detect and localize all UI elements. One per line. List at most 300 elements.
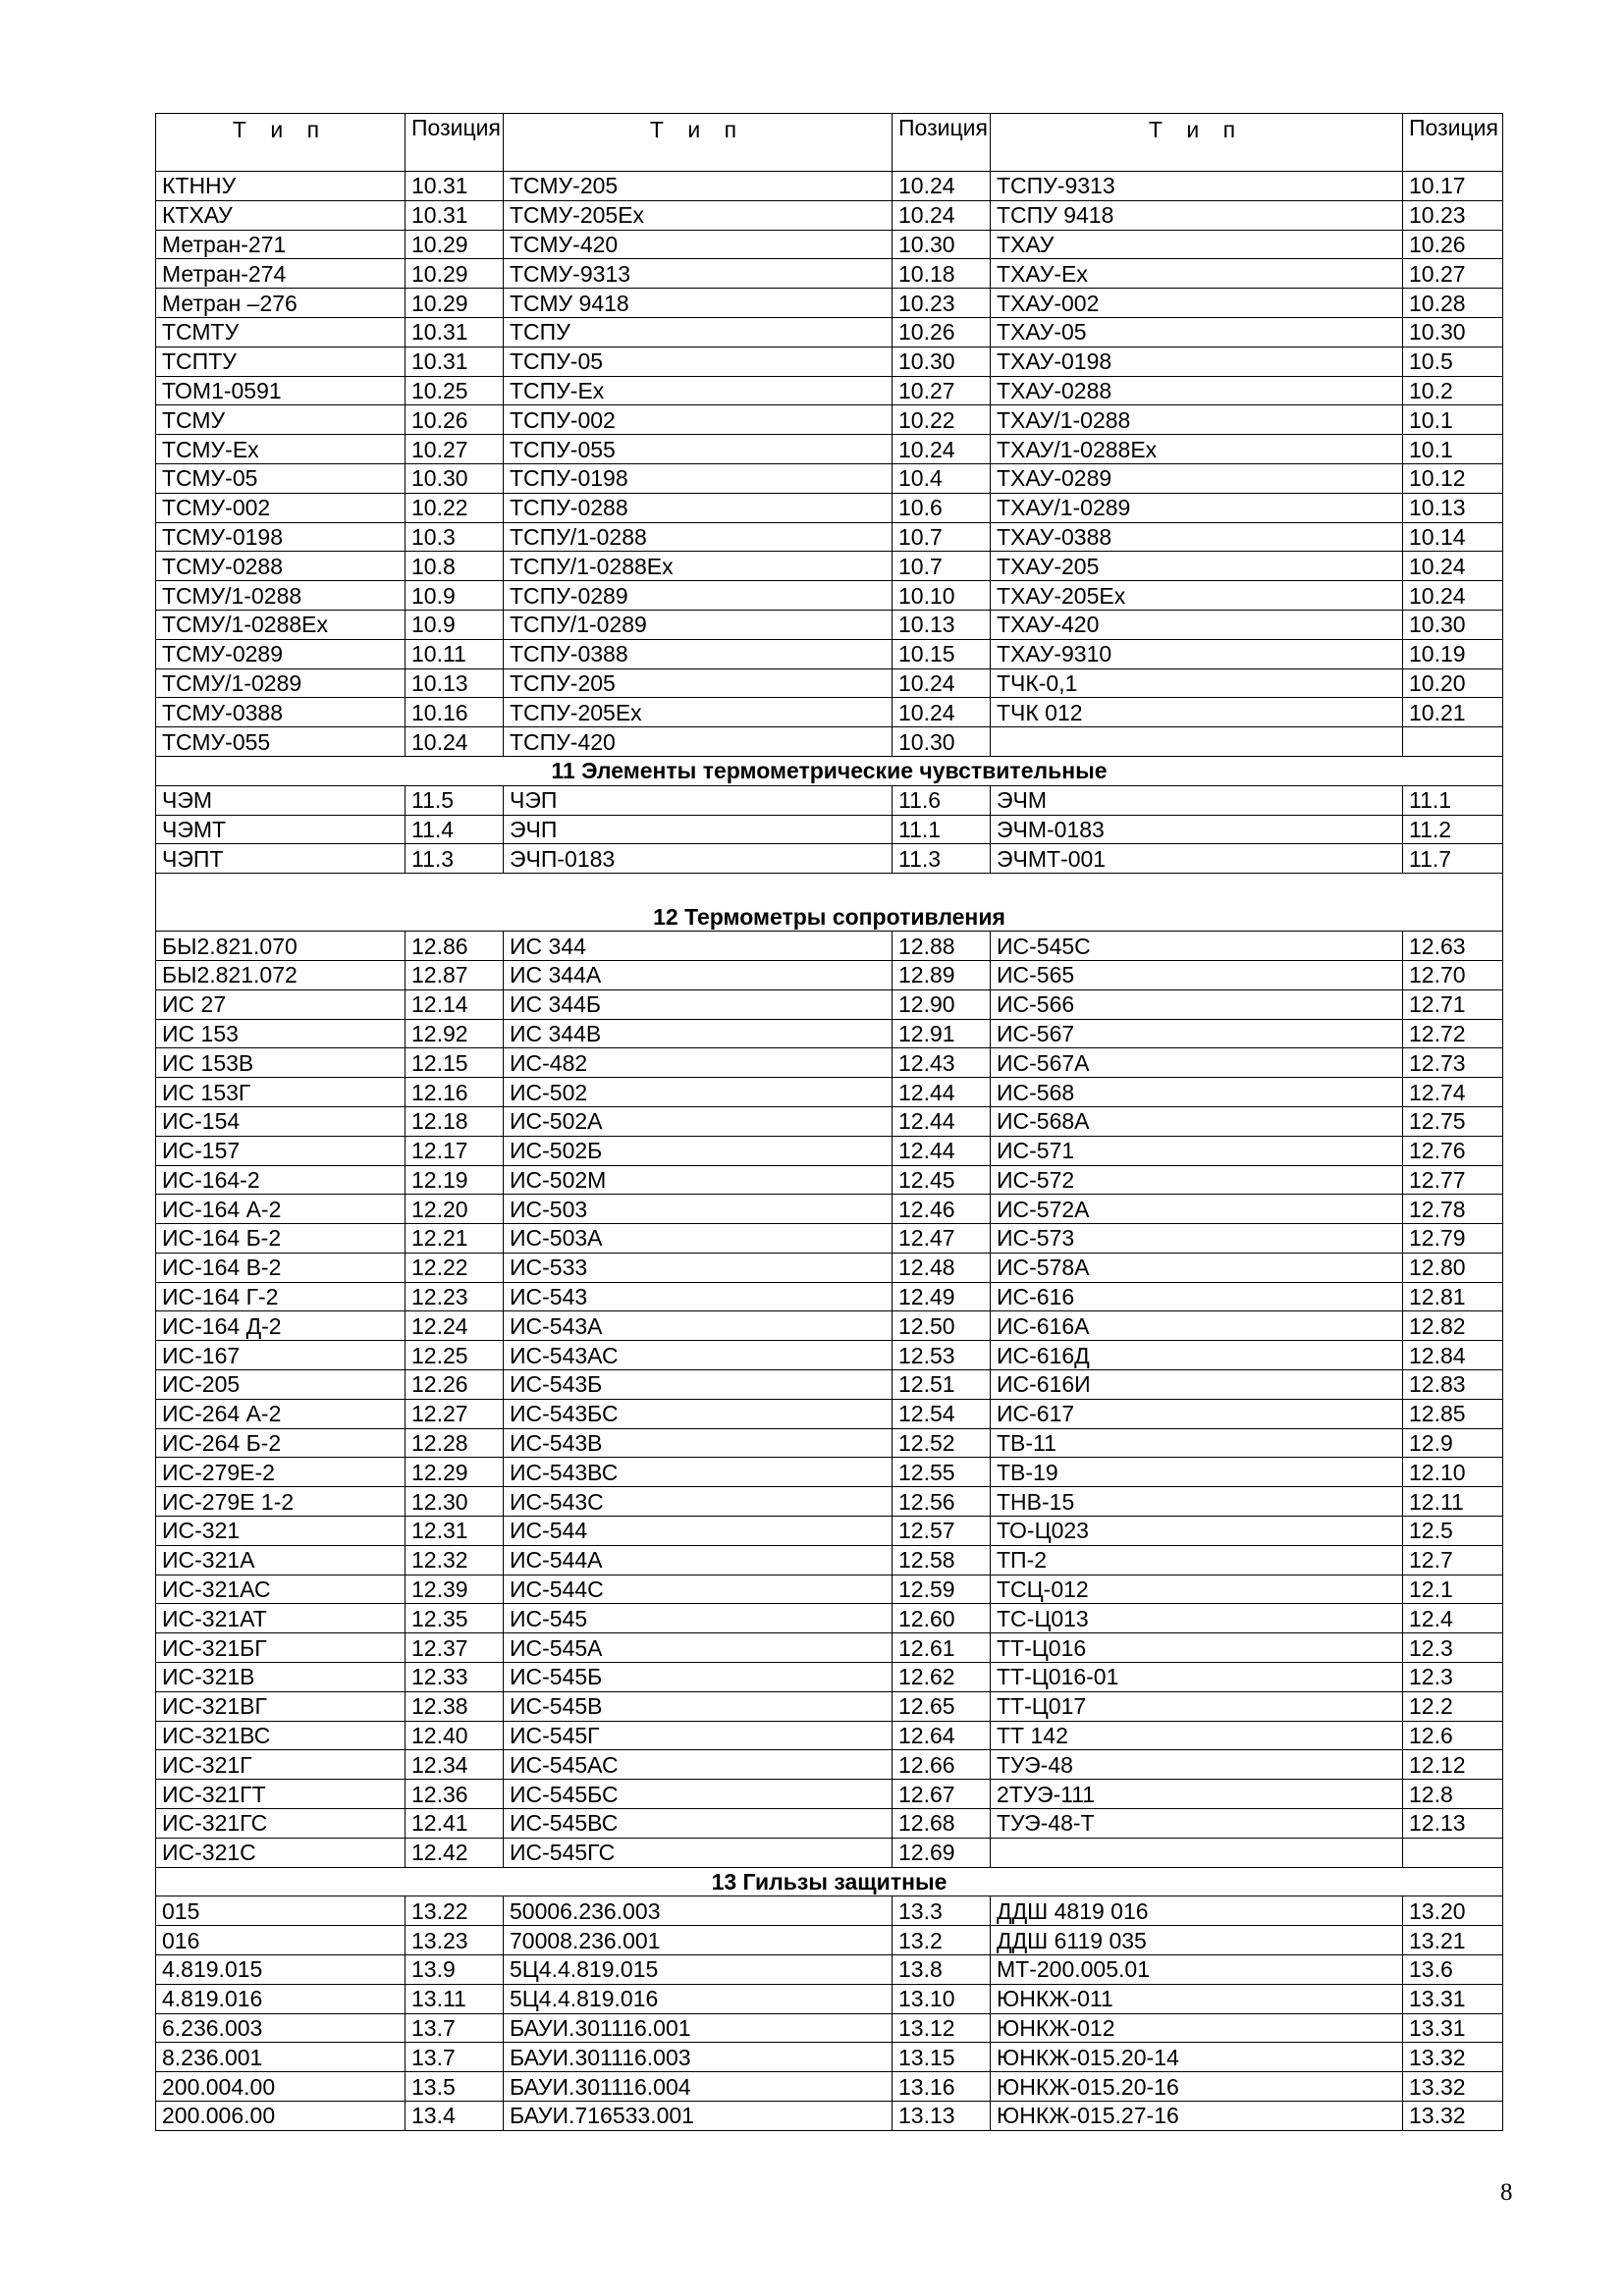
position-cell: 12.36 xyxy=(406,1780,504,1809)
type-cell: ТСПУ-205Ех xyxy=(504,698,893,727)
position-cell: 10.19 xyxy=(1403,639,1503,668)
position-cell: 12.3 xyxy=(1403,1633,1503,1663)
type-cell: ТХАУ/1-0289 xyxy=(991,493,1403,522)
position-cell: 12.14 xyxy=(406,989,504,1019)
type-cell: ТСПУ-002 xyxy=(504,405,893,435)
position-cell: 12.66 xyxy=(893,1750,991,1780)
table-row xyxy=(156,1663,1503,1692)
table-row xyxy=(156,552,1503,581)
position-cell: 12.13 xyxy=(1403,1809,1503,1839)
type-cell: ИС-321С xyxy=(156,1838,406,1867)
type-cell: ТСПТУ xyxy=(156,347,406,376)
type-cell: 5Ц4.4.819.016 xyxy=(504,1984,893,2013)
table-row xyxy=(156,932,1503,961)
position-cell: 12.64 xyxy=(893,1721,991,1750)
type-cell: ИС-544А xyxy=(504,1545,893,1575)
type-cell: ИС-545 xyxy=(504,1604,893,1633)
table-row xyxy=(156,844,1503,874)
table-row xyxy=(156,1984,1503,2013)
type-cell: ЮНКЖ-015.27-16 xyxy=(991,2102,1403,2131)
position-cell: 10.30 xyxy=(406,463,504,493)
position-cell: 12.11 xyxy=(1403,1487,1503,1517)
type-cell: ТВ-19 xyxy=(991,1458,1403,1487)
type-cell: ТСЦ-012 xyxy=(991,1575,1403,1604)
position-cell: 12.10 xyxy=(1403,1458,1503,1487)
type-cell: ИС-502 xyxy=(504,1078,893,1107)
type-cell: ТС-Ц013 xyxy=(991,1604,1403,1633)
type-cell: ИС 344Б xyxy=(504,989,893,1019)
position-cell: 10.24 xyxy=(893,200,991,230)
position-cell: 12.59 xyxy=(893,1575,991,1604)
position-cell: 10.27 xyxy=(406,435,504,464)
type-cell: ТСМУ-055 xyxy=(156,727,406,757)
type-cell: ИС-578А xyxy=(991,1253,1403,1282)
type-cell: БЫ2.821.070 xyxy=(156,932,406,961)
position-cell: 12.76 xyxy=(1403,1136,1503,1165)
type-cell: ТСМУ-Ех xyxy=(156,435,406,464)
position-cell: 12.37 xyxy=(406,1633,504,1663)
type-cell: ТСМУ 9418 xyxy=(504,289,893,318)
table-row xyxy=(156,1136,1503,1165)
position-cell: 12.89 xyxy=(893,960,991,989)
position-cell: 12.2 xyxy=(1403,1691,1503,1721)
position-cell: 10.15 xyxy=(893,639,991,668)
table-row xyxy=(156,200,1503,230)
type-cell: 50006.236.003 xyxy=(504,1896,893,1926)
table-row xyxy=(156,1106,1503,1136)
type-cell: ИС-321А xyxy=(156,1545,406,1575)
position-cell: 10.31 xyxy=(406,172,504,201)
type-cell: ИС 344В xyxy=(504,1019,893,1048)
table-row xyxy=(156,259,1503,289)
type-cell: ИС-321Г xyxy=(156,1750,406,1780)
type-cell: ИС-279Е-2 xyxy=(156,1458,406,1487)
position-cell: 10.7 xyxy=(893,552,991,581)
type-cell: Метран –276 xyxy=(156,289,406,318)
table-row xyxy=(156,1633,1503,1663)
type-cell: ТХАУ-205 xyxy=(991,552,1403,581)
table-row xyxy=(156,376,1503,405)
table-row xyxy=(156,1809,1503,1839)
position-cell: 12.62 xyxy=(893,1663,991,1692)
type-cell: ТЧК 012 xyxy=(991,698,1403,727)
type-cell: ТСМУ/1-0288Ех xyxy=(156,610,406,639)
position-cell: 12.58 xyxy=(893,1545,991,1575)
table-row xyxy=(156,2043,1503,2072)
type-cell: ТХАУ xyxy=(991,230,1403,259)
position-cell: 10.25 xyxy=(406,376,504,405)
position-cell: 11.2 xyxy=(1403,815,1503,844)
position-cell: 12.82 xyxy=(1403,1311,1503,1341)
type-cell: ИС-616Д xyxy=(991,1341,1403,1370)
type-cell: ТСПУ-420 xyxy=(504,727,893,757)
position-cell: 11.3 xyxy=(406,844,504,874)
type-cell: ИС 344А xyxy=(504,960,893,989)
type-cell: ИС-167 xyxy=(156,1341,406,1370)
position-column-header: Позиция xyxy=(406,114,504,172)
type-cell: ЭЧМТ-001 xyxy=(991,844,1403,874)
position-cell: 13.15 xyxy=(893,2043,991,2072)
type-cell: ИС-502М xyxy=(504,1165,893,1195)
table-row xyxy=(156,1282,1503,1311)
type-cell: ИС-533 xyxy=(504,1253,893,1282)
position-cell: 12.34 xyxy=(406,1750,504,1780)
type-cell: ИС-543БС xyxy=(504,1399,893,1428)
type-cell: ТТ 142 xyxy=(991,1721,1403,1750)
type-cell: ТСПУ-9313 xyxy=(991,172,1403,201)
type-cell: ТТ-Ц016-01 xyxy=(991,1663,1403,1692)
position-cell: 12.26 xyxy=(406,1370,504,1400)
table-row xyxy=(156,1019,1503,1048)
type-cell: ТХАУ/1-0288Ех xyxy=(991,435,1403,464)
table-row xyxy=(156,1253,1503,1282)
type-cell: ТСМУ-205 xyxy=(504,172,893,201)
type-cell: ИС-205 xyxy=(156,1370,406,1400)
type-cell: ТХАУ-0289 xyxy=(991,463,1403,493)
table-body xyxy=(156,172,1503,2131)
table-row xyxy=(156,639,1503,668)
position-cell: 12.21 xyxy=(406,1224,504,1254)
type-cell: ДДШ 6119 035 xyxy=(991,1926,1403,1955)
position-cell: 10.6 xyxy=(893,493,991,522)
type-cell: ИС-164-2 xyxy=(156,1165,406,1195)
position-cell: 12.28 xyxy=(406,1428,504,1458)
type-cell: ЧЭМ xyxy=(156,785,406,815)
position-cell: 13.4 xyxy=(406,2102,504,2131)
type-cell: ИС-545Г xyxy=(504,1721,893,1750)
position-cell: 11.3 xyxy=(893,844,991,874)
type-cell: ИС-154 xyxy=(156,1106,406,1136)
position-cell: 12.47 xyxy=(893,1224,991,1254)
position-cell: 10.13 xyxy=(406,668,504,698)
position-cell: 13.32 xyxy=(1403,2072,1503,2102)
position-column-header: Позиция xyxy=(1403,114,1503,172)
type-cell: ИС-543АС xyxy=(504,1341,893,1370)
table-header-row xyxy=(156,114,1503,172)
position-cell: 10.24 xyxy=(406,727,504,757)
table-row xyxy=(156,1575,1503,1604)
type-cell: ИС-264 Б-2 xyxy=(156,1428,406,1458)
position-cell: 10.29 xyxy=(406,230,504,259)
section-header-row xyxy=(156,1867,1503,1896)
position-cell: 12.65 xyxy=(893,1691,991,1721)
type-cell: ТСМУ-0388 xyxy=(156,698,406,727)
type-cell: ТСПУ xyxy=(504,317,893,347)
type-cell: ТВ-11 xyxy=(991,1428,1403,1458)
type-cell: ТХАУ/1-0288 xyxy=(991,405,1403,435)
position-cell: 10.24 xyxy=(893,172,991,201)
position-cell: 11.5 xyxy=(406,785,504,815)
type-cell: ИС-321АС xyxy=(156,1575,406,1604)
type-cell: БАУИ.301116.004 xyxy=(504,2072,893,2102)
position-cell: 10.18 xyxy=(893,259,991,289)
type-cell: ТХАУ-0288 xyxy=(991,376,1403,405)
type-cell: ИС 27 xyxy=(156,989,406,1019)
position-cell: 10.17 xyxy=(1403,172,1503,201)
position-cell: 12.7 xyxy=(1403,1545,1503,1575)
type-cell: ТСПУ-0289 xyxy=(504,581,893,611)
type-cell: ИС-264 А-2 xyxy=(156,1399,406,1428)
type-cell: ИС-502А xyxy=(504,1106,893,1136)
position-cell: 12.81 xyxy=(1403,1282,1503,1311)
position-cell: 11.6 xyxy=(893,785,991,815)
type-cell: ТХАУ-0388 xyxy=(991,522,1403,552)
position-cell: 10.23 xyxy=(893,289,991,318)
table-row xyxy=(156,522,1503,552)
type-cell: ТСПУ-Ех xyxy=(504,376,893,405)
type-cell: ТСМУ-205Ех xyxy=(504,200,893,230)
position-cell: 10.16 xyxy=(406,698,504,727)
table-row xyxy=(156,1955,1503,1985)
type-cell: ИС-321ВС xyxy=(156,1721,406,1750)
type-cell: ТСПУ-055 xyxy=(504,435,893,464)
position-cell: 11.7 xyxy=(1403,844,1503,874)
position-cell: 12.49 xyxy=(893,1282,991,1311)
type-cell: ИС 153 xyxy=(156,1019,406,1048)
type-cell: ИС-616 xyxy=(991,1282,1403,1311)
position-cell: 12.6 xyxy=(1403,1721,1503,1750)
table-row xyxy=(156,405,1503,435)
position-cell: 10.31 xyxy=(406,317,504,347)
position-cell: 12.44 xyxy=(893,1078,991,1107)
type-cell: ЭЧП xyxy=(504,815,893,844)
type-cell: 200.004.00 xyxy=(156,2072,406,2102)
position-cell: 12.70 xyxy=(1403,960,1503,989)
table-row xyxy=(156,1721,1503,1750)
position-cell: 12.30 xyxy=(406,1487,504,1517)
type-cell: ТСМУ-9313 xyxy=(504,259,893,289)
type-cell: ИС-573 xyxy=(991,1224,1403,1254)
position-cell: 10.4 xyxy=(893,463,991,493)
table-row xyxy=(156,1604,1503,1633)
type-cell: 8.236.001 xyxy=(156,2043,406,2072)
type-cell: ИС-567А xyxy=(991,1048,1403,1078)
type-cell: ИС-164 А-2 xyxy=(156,1195,406,1224)
type-cell: ИС-545Б xyxy=(504,1663,893,1692)
type-column-header: Т и п xyxy=(991,114,1403,172)
position-cell: 10.29 xyxy=(406,289,504,318)
type-cell: ИС-568 xyxy=(991,1078,1403,1107)
type-cell: ТТ-Ц017 xyxy=(991,1691,1403,1721)
table-row xyxy=(156,1896,1503,1926)
position-cell: 11.4 xyxy=(406,815,504,844)
type-position-index-table xyxy=(155,113,1503,2131)
type-cell: ИС-543 xyxy=(504,1282,893,1311)
type-cell: Метран-274 xyxy=(156,259,406,289)
position-cell: 12.23 xyxy=(406,1282,504,1311)
position-cell: 12.51 xyxy=(893,1370,991,1400)
position-cell: 11.1 xyxy=(1403,785,1503,815)
position-cell: 12.20 xyxy=(406,1195,504,1224)
type-cell: ЧЭМТ xyxy=(156,815,406,844)
position-cell: 12.88 xyxy=(893,932,991,961)
type-cell: Метран-271 xyxy=(156,230,406,259)
position-cell: 13.10 xyxy=(893,1984,991,2013)
position-cell: 12.43 xyxy=(893,1048,991,1078)
position-cell: 12.22 xyxy=(406,1253,504,1282)
position-cell: 12.74 xyxy=(1403,1078,1503,1107)
table-row xyxy=(156,435,1503,464)
position-cell: 13.12 xyxy=(893,2013,991,2043)
table-row xyxy=(156,727,1503,757)
position-cell: 12.44 xyxy=(893,1106,991,1136)
type-cell: ИС-567 xyxy=(991,1019,1403,1048)
type-cell: ИС-568А xyxy=(991,1106,1403,1136)
type-cell: ТХАУ-Ех xyxy=(991,259,1403,289)
table-row xyxy=(156,230,1503,259)
position-cell: 10.1 xyxy=(1403,405,1503,435)
table-row xyxy=(156,2102,1503,2131)
position-cell: 10.3 xyxy=(406,522,504,552)
position-cell: 12.1 xyxy=(1403,1575,1503,1604)
type-cell: КТННУ xyxy=(156,172,406,201)
type-cell: 2ТУЭ-111 xyxy=(991,1780,1403,1809)
table-row xyxy=(156,1838,1503,1867)
position-cell: 12.71 xyxy=(1403,989,1503,1019)
type-cell: ТСПУ/1-0288Ех xyxy=(504,552,893,581)
table-row xyxy=(156,1458,1503,1487)
type-cell: ЧЭП xyxy=(504,785,893,815)
position-cell: 12.32 xyxy=(406,1545,504,1575)
type-cell: ЭЧМ-0183 xyxy=(991,815,1403,844)
type-cell: ИС 153В xyxy=(156,1048,406,1078)
type-cell: БАУИ.301116.003 xyxy=(504,2043,893,2072)
type-cell: ТХАУ-002 xyxy=(991,289,1403,318)
type-cell: ИС-544 xyxy=(504,1517,893,1546)
position-cell: 10.22 xyxy=(893,405,991,435)
position-cell: 10.8 xyxy=(406,552,504,581)
position-cell: 12.38 xyxy=(406,1691,504,1721)
position-cell: 12.17 xyxy=(406,1136,504,1165)
type-cell: ИС-545А xyxy=(504,1633,893,1663)
type-cell: ЮНКЖ-011 xyxy=(991,1984,1403,2013)
position-cell: 12.61 xyxy=(893,1633,991,1663)
position-cell: 13.22 xyxy=(406,1896,504,1926)
table-row xyxy=(156,815,1503,844)
position-cell: 10.2 xyxy=(1403,376,1503,405)
type-cell: ИС-321БГ xyxy=(156,1633,406,1663)
position-cell: 10.27 xyxy=(1403,259,1503,289)
type-cell: 4.819.016 xyxy=(156,1984,406,2013)
position-cell: 12.24 xyxy=(406,1311,504,1341)
type-cell: ТХАУ-05 xyxy=(991,317,1403,347)
type-cell: ИС-157 xyxy=(156,1136,406,1165)
table-row xyxy=(156,1399,1503,1428)
position-cell: 12.27 xyxy=(406,1399,504,1428)
position-cell: 12.12 xyxy=(1403,1750,1503,1780)
position-cell: 12.18 xyxy=(406,1106,504,1136)
position-cell: 10.28 xyxy=(1403,289,1503,318)
type-cell: ИС-164 Г-2 xyxy=(156,1282,406,1311)
type-column-header: Т и п xyxy=(504,114,893,172)
position-cell: 10.26 xyxy=(406,405,504,435)
type-cell xyxy=(991,727,1403,757)
type-cell: ТНВ-15 xyxy=(991,1487,1403,1517)
position-cell: 12.53 xyxy=(893,1341,991,1370)
table-row xyxy=(156,785,1503,815)
type-cell: 015 xyxy=(156,1896,406,1926)
position-cell: 12.19 xyxy=(406,1165,504,1195)
type-cell: ИС-482 xyxy=(504,1048,893,1078)
type-cell: ИС-502Б xyxy=(504,1136,893,1165)
position-cell: 13.32 xyxy=(1403,2043,1503,2072)
position-cell: 12.9 xyxy=(1403,1428,1503,1458)
position-cell: 13.2 xyxy=(893,1926,991,1955)
position-cell: 12.3 xyxy=(1403,1663,1503,1692)
position-cell: 12.55 xyxy=(893,1458,991,1487)
page-number: 8 xyxy=(1500,2179,1513,2206)
position-cell: 10.13 xyxy=(1403,493,1503,522)
table-row xyxy=(156,2013,1503,2043)
position-cell: 10.24 xyxy=(893,435,991,464)
type-cell: ИС-321АТ xyxy=(156,1604,406,1633)
type-cell: ЭЧП-0183 xyxy=(504,844,893,874)
position-column-header: Позиция xyxy=(893,114,991,172)
position-cell: 12.56 xyxy=(893,1487,991,1517)
table-row xyxy=(156,581,1503,611)
position-cell: 12.84 xyxy=(1403,1341,1503,1370)
position-cell: 13.23 xyxy=(406,1926,504,1955)
position-cell: 10.11 xyxy=(406,639,504,668)
type-cell: ИС-321В xyxy=(156,1663,406,1692)
position-cell: 10.24 xyxy=(1403,581,1503,611)
position-cell: 10.30 xyxy=(1403,317,1503,347)
type-cell: ИС-503А xyxy=(504,1224,893,1254)
type-cell: ТСПУ 9418 xyxy=(991,200,1403,230)
type-cell: ИС-321 xyxy=(156,1517,406,1546)
position-cell: 12.8 xyxy=(1403,1780,1503,1809)
position-cell: 12.72 xyxy=(1403,1019,1503,1048)
position-cell: 13.21 xyxy=(1403,1926,1503,1955)
position-cell: 12.80 xyxy=(1403,1253,1503,1282)
type-cell: ДДШ 4819 016 xyxy=(991,1896,1403,1926)
position-cell: 12.29 xyxy=(406,1458,504,1487)
type-cell: ТУЭ-48-Т xyxy=(991,1809,1403,1839)
position-cell: 13.8 xyxy=(893,1955,991,1985)
type-cell: ЭЧМ xyxy=(991,785,1403,815)
type-cell: ТСПУ-0198 xyxy=(504,463,893,493)
type-cell: ИС-279Е 1-2 xyxy=(156,1487,406,1517)
position-cell: 12.77 xyxy=(1403,1165,1503,1195)
table-row xyxy=(156,1545,1503,1575)
type-cell: ИС-545БС xyxy=(504,1780,893,1809)
type-cell: ИС-616И xyxy=(991,1370,1403,1400)
position-cell: 10.9 xyxy=(406,610,504,639)
type-cell: ИС-544С xyxy=(504,1575,893,1604)
position-cell: 12.85 xyxy=(1403,1399,1503,1428)
position-cell: 13.31 xyxy=(1403,1984,1503,2013)
type-cell: ИС-545ВС xyxy=(504,1809,893,1839)
position-cell: 13.20 xyxy=(1403,1896,1503,1926)
position-cell: 10.23 xyxy=(1403,200,1503,230)
position-cell: 13.16 xyxy=(893,2072,991,2102)
table-row xyxy=(156,172,1503,201)
type-cell: 200.006.00 xyxy=(156,2102,406,2131)
position-cell: 12.67 xyxy=(893,1780,991,1809)
position-cell: 10.30 xyxy=(893,727,991,757)
table-row xyxy=(156,1195,1503,1224)
position-cell: 10.13 xyxy=(893,610,991,639)
table-row xyxy=(156,1311,1503,1341)
position-cell: 12.68 xyxy=(893,1809,991,1839)
table-row xyxy=(156,1341,1503,1370)
position-cell: 12.44 xyxy=(893,1136,991,1165)
type-cell: ИС-545ГС xyxy=(504,1838,893,1867)
position-cell: 10.12 xyxy=(1403,463,1503,493)
section-title: 12 Термометры сопротивления xyxy=(156,874,1503,932)
type-cell: 5Ц4.4.819.015 xyxy=(504,1955,893,1985)
type-cell: 016 xyxy=(156,1926,406,1955)
